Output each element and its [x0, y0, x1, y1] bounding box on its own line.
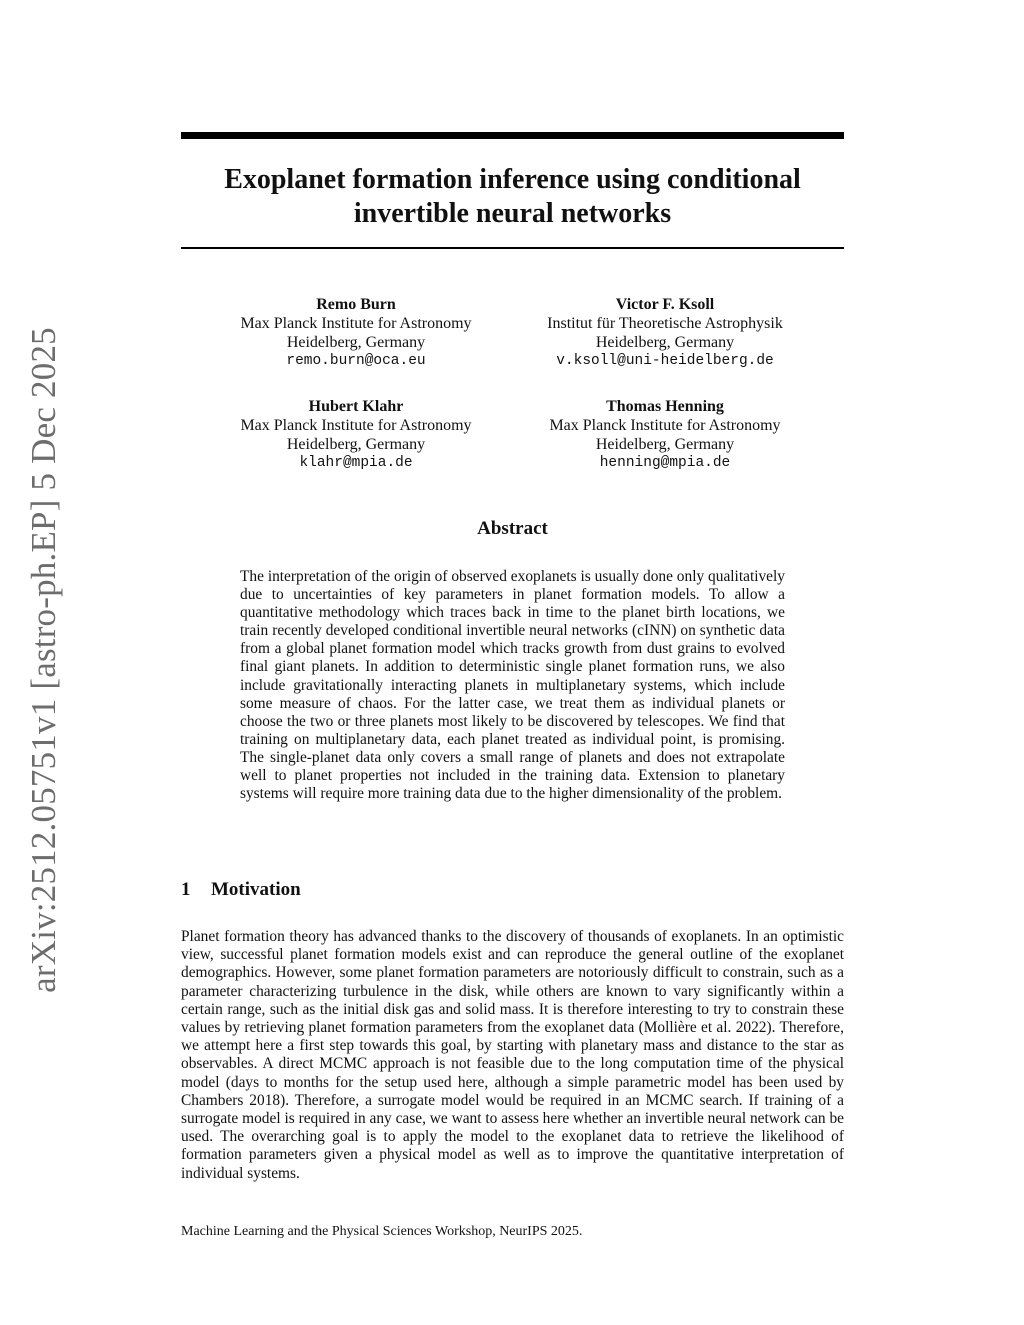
title-line-1: Exoplanet formation inference using conditional [224, 164, 801, 195]
author-location: Heidelberg, Germany [595, 334, 735, 351]
section-heading [181, 879, 301, 901]
section-number: 1 [181, 879, 191, 900]
author-affiliation: Max Planck Institute for Astronomy [240, 417, 472, 434]
author-affiliation: Max Planck Institute for Astronomy [549, 417, 781, 434]
author-email: remo.burn@oca.eu [286, 353, 426, 369]
author-name: Victor F. Ksoll [615, 296, 715, 313]
author-location: Heidelberg, Germany [286, 334, 426, 351]
section-title: Motivation [211, 879, 301, 900]
author-name: Remo Burn [316, 296, 396, 313]
author-block [505, 397, 825, 473]
author-location: Heidelberg, Germany [595, 436, 735, 453]
title-rule-bottom [181, 247, 844, 249]
author-affiliation: Max Planck Institute for Astronomy [240, 315, 472, 332]
author-name: Hubert Klahr [308, 398, 404, 415]
abstract-text: The interpretation of the origin of observed exoplanets is usually done only qualitatively due to uncertainties of key parameters in planet formation models. To allow a quantitative methodology which traces back in time to the planet birth locations, we train recently developed conditional invertible neural networks (cINN) on synthetic data from a global planet formation model which tracks growth from dust grains to evolved final giant planets. In addition to deterministic single planet formation runs, we also include gravitationally interacting planets in multiplanetary systems, which include some measure of chaos. For the latter case, we treat them as individual planets or choose the two or three planets most likely to be discovered by telescopes. We find that training on multiplanetary data, each planet treated as individual point, is promising. The single-planet data only covers a small range of planets and does not extrapolate well to planet properties not included in the training data. Extension to planetary systems will require more training data due to the higher dimensionality of the problem. [240, 568, 785, 803]
author-block [196, 397, 516, 473]
author-block [196, 295, 516, 371]
abstract-heading: Abstract [477, 518, 548, 539]
arxiv-identifier: arXiv:2512.05751v1 [astro-ph.EP] 5 Dec 2025 [24, 327, 63, 993]
author-location: Heidelberg, Germany [286, 436, 426, 453]
venue-footnote: Machine Learning and the Physical Sciences Workshop, NeurIPS 2025. [181, 1224, 583, 1239]
author-email: klahr@mpia.de [299, 455, 413, 471]
title-rule-top [181, 132, 844, 139]
author-email: henning@mpia.de [599, 455, 731, 471]
section-body-text: Planet formation theory has advanced thanks to the discovery of thousands of exoplanets. In an optimistic view, successful planet formation models exist and can reproduce the general outline of the exoplanet demographics. However, some planet formation parameters are notoriously difficult to constrain, such as a parameter characterizing turbulence in the disk, while others are known to vary significantly within a certain range, such as the initial disk gas and solid mass. It is therefore interesting to try to constrain these values by retrieving planet formation parameters from the exoplanet data (Mollière et al. 2022). Therefore, we attempt here a first step towards this goal, by starting with planetary mass and distance to the star as observables. A direct MCMC approach is not feasible due to the long computation time of the physical model (days to months for the setup used here, although a simple parametric model has been used by Chambers 2018). Therefore, a surrogate model would be required in an MCMC search. If training of a surrogate model is required in any case, we want to assess here whether an invertible neural network can be used. The overarching goal is to apply the model to the exoplanet data to retrieve the likelihood of formation parameters given a physical model as well as to improve the quantitative interpretation of individual systems. [181, 928, 844, 1182]
author-name: Thomas Henning [606, 398, 724, 415]
author-block [505, 295, 825, 371]
author-email: v.ksoll@uni-heidelberg.de [556, 353, 774, 369]
title-line-2: invertible neural networks [353, 198, 672, 229]
author-affiliation: Institut für Theoretische Astrophysik [547, 315, 783, 332]
paper-title [181, 163, 844, 231]
